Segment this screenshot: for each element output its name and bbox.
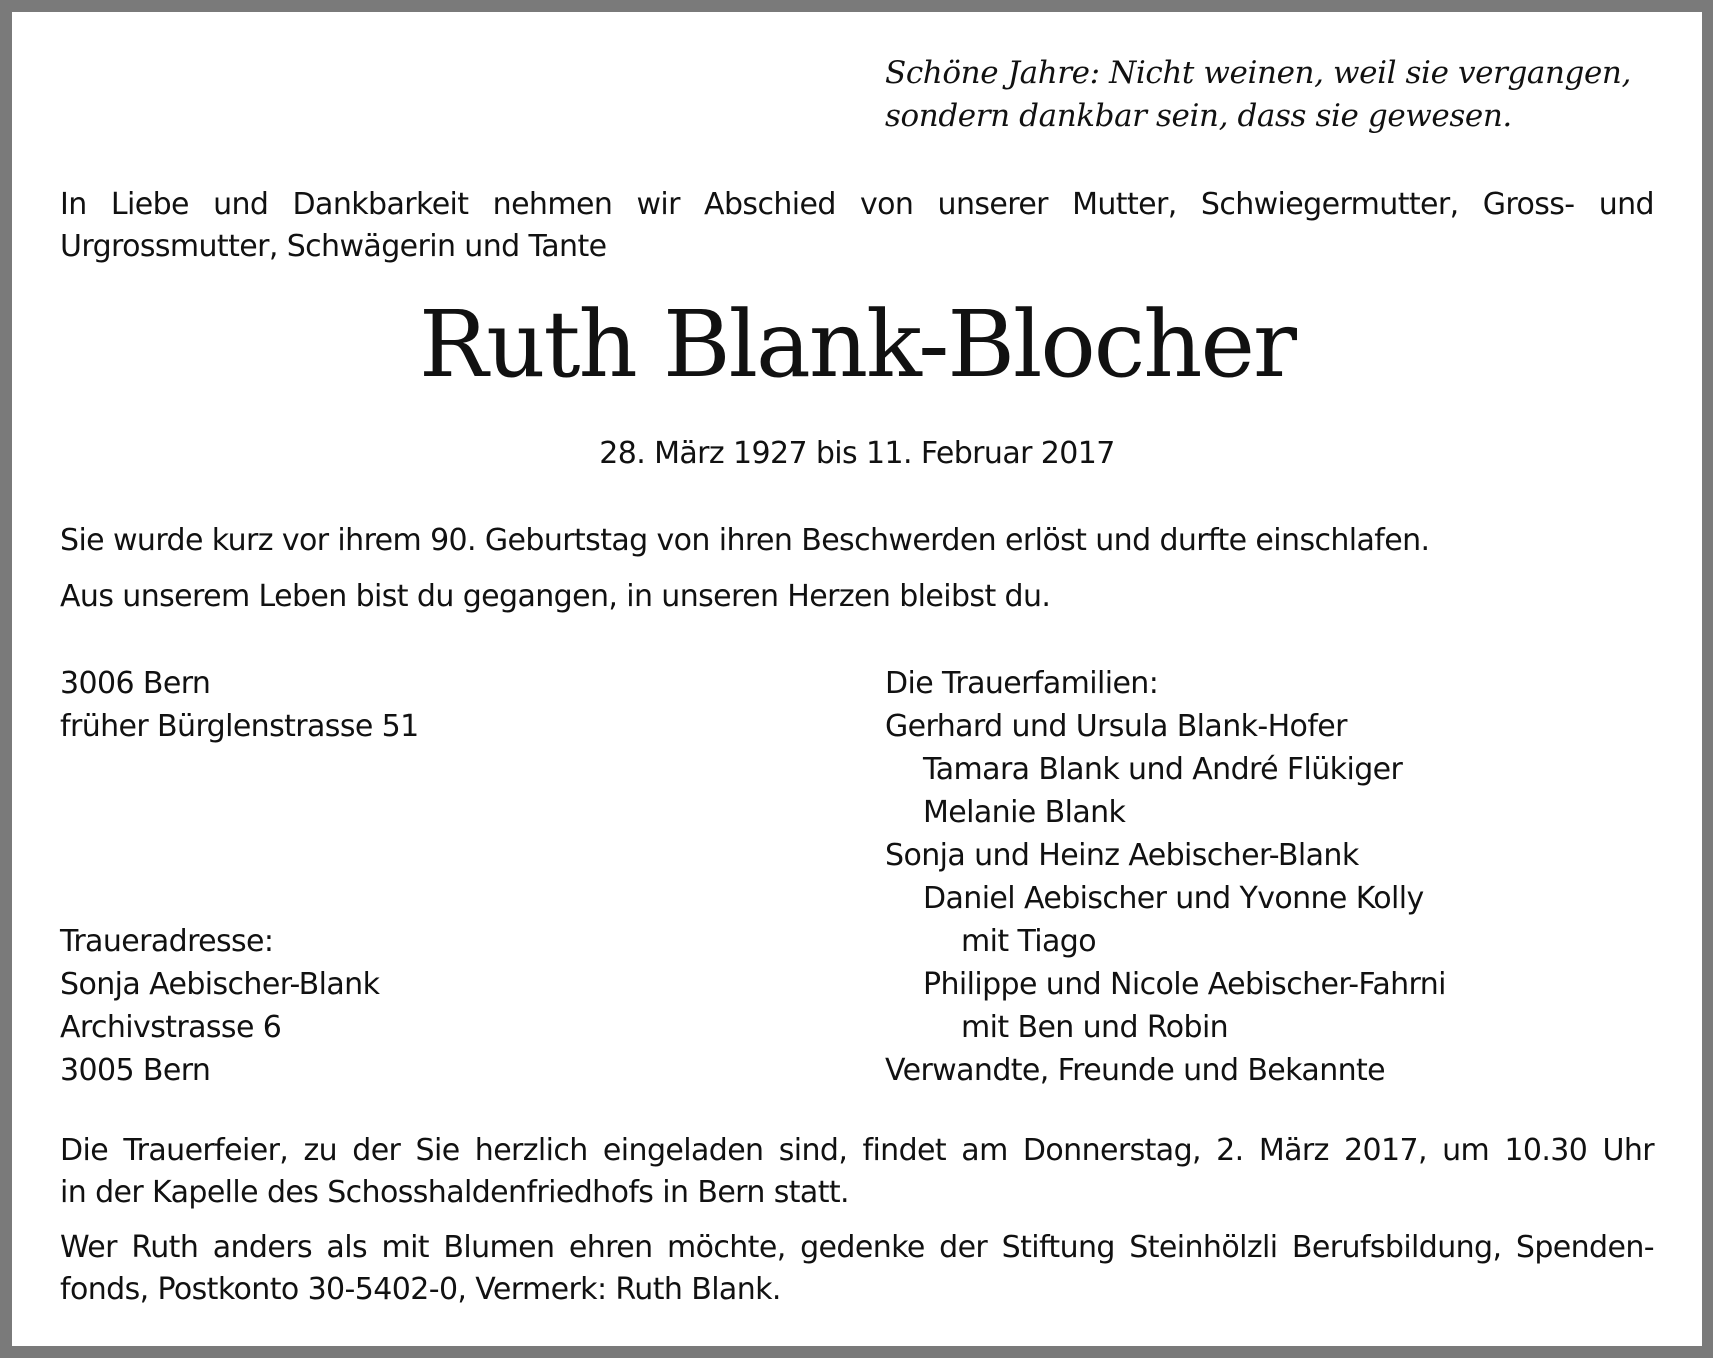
service-line-2: in der Kapelle des Schosshaldenfriedhofs in Bern statt. [60, 1175, 849, 1210]
family-entry: Philippe und Nicole Aebischer-Fahrni [923, 967, 1446, 1002]
family-entry: mit Tiago [961, 924, 1096, 959]
mourning-address-street: Archivstrasse 6 [60, 1010, 282, 1045]
intro-line-1: In Liebe und Dankbarkeit nehmen wir Abschied von unserer Mutter, Schwiegermutter, Gross- und [60, 187, 1654, 222]
motto-quote [885, 52, 1665, 138]
family-entry: mit Ben und Robin [961, 1010, 1229, 1045]
obituary-notice [12, 12, 1702, 1346]
family-entry: Daniel Aebischer und Yvonne Kolly [923, 881, 1424, 916]
service-line-1: Die Trauerfeier, zu der Sie herzlich eingeladen sind, findet am Donnerstag, 2. März 2017, um 10.30 Uhr [60, 1133, 1654, 1168]
address-column [60, 662, 820, 1092]
donation-line-1: Wer Ruth anders als mit Blumen ehren möchte, gedenke der Stiftung Steinhölzli Berufsbildung, Spenden- [60, 1230, 1654, 1265]
family-entry: Melanie Blank [923, 795, 1126, 830]
intro-text [60, 184, 1654, 268]
families-label: Die Trauerfamilien: [885, 666, 1159, 701]
donation-line-2: fonds, Postkonto 30-5402-0, Vermerk: Ruth Blank. [60, 1272, 781, 1307]
motto-line-2: sondern dankbar sein, dass sie gewesen. [885, 98, 1512, 134]
statement-second: Aus unserem Leben bist du gegangen, in unseren Herzen bleibst du. [60, 579, 1051, 614]
mourning-address-city: 3005 Bern [60, 1053, 211, 1088]
former-address-street: früher Bürglenstrasse 51 [60, 709, 419, 744]
funeral-service-info [60, 1130, 1654, 1214]
mourning-address-label: Traueradresse: [60, 924, 274, 959]
family-entry: Verwandte, Freunde und Bekannte [885, 1053, 1386, 1088]
life-dates: 28. März 1927 bis 11. Februar 2017 [599, 436, 1115, 471]
mourning-address-name: Sonja Aebischer-Blank [60, 967, 380, 1002]
motto-line-1: Schöne Jahre: Nicht weinen, weil sie vergangen, [885, 55, 1631, 91]
families-column [885, 662, 1665, 1092]
spacer [60, 791, 820, 920]
deceased-name: Ruth Blank-Blocher [419, 291, 1295, 398]
former-address-city: 3006 Bern [60, 666, 211, 701]
donation-info [60, 1227, 1654, 1311]
statement-first: Sie wurde kurz vor ihrem 90. Geburtstag von ihren Beschwerden erlöst und durfte einschlafen. [60, 523, 1430, 558]
family-entry: Gerhard und Ursula Blank-Hofer [885, 709, 1347, 744]
intro-line-2: Urgrossmutter, Schwägerin und Tante [60, 229, 607, 264]
family-entry: Tamara Blank und André Flükiger [923, 752, 1403, 787]
family-entry: Sonja und Heinz Aebischer-Blank [885, 838, 1359, 873]
